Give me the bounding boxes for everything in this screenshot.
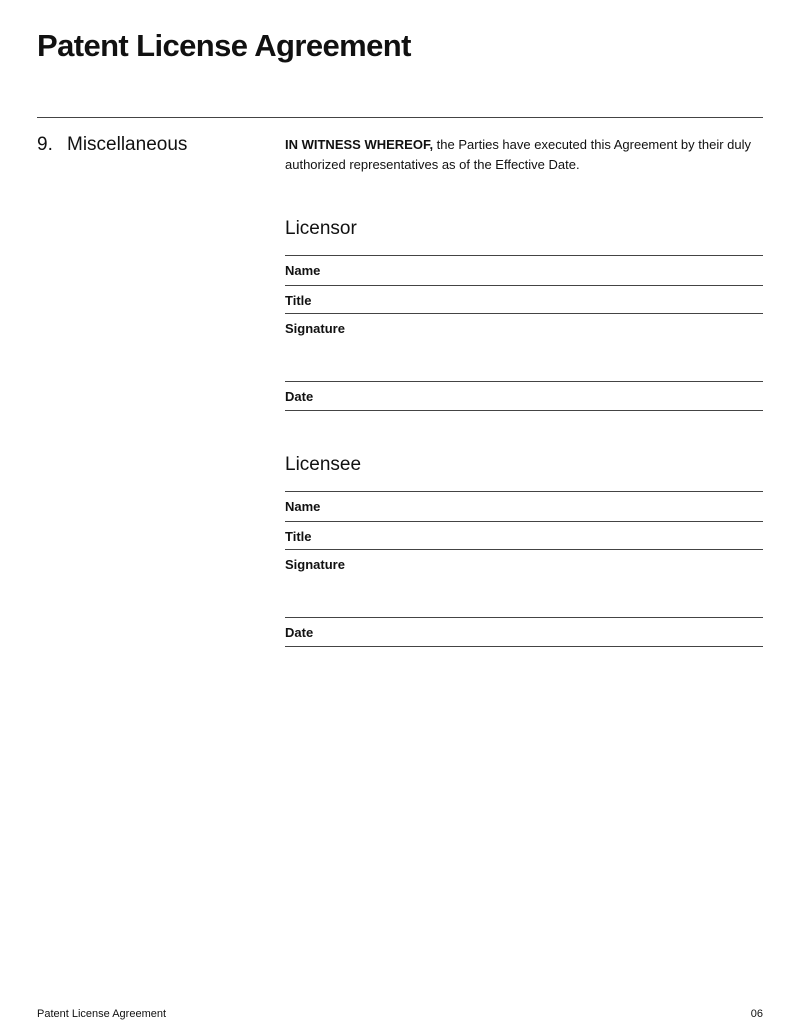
footer-title: Patent License Agreement	[37, 1008, 167, 1020]
witness-text: the Parties have executed this Agreement by their duly authorized representatives as of the Effective Date.	[285, 137, 752, 172]
witness-paragraph	[285, 135, 765, 175]
licensor-heading: Licensor	[285, 218, 357, 239]
licensor-name-field[interactable]: Name	[285, 255, 763, 285]
page-number: 06	[750, 1008, 763, 1020]
section-title: Miscellaneous	[67, 134, 188, 155]
licensee-signature-block	[285, 454, 763, 647]
document-title: Patent License Agreement	[37, 28, 411, 63]
header-divider	[37, 117, 763, 118]
licensor-title-field[interactable]: Title	[285, 285, 763, 313]
licensor-signature-field[interactable]: Signature	[285, 313, 763, 381]
licensee-signature-field[interactable]: Signature	[285, 549, 763, 617]
witness-lead: IN WITNESS WHEREOF,	[285, 137, 434, 152]
licensor-date-field[interactable]: Date	[285, 381, 763, 411]
licensee-name-field[interactable]: Name	[285, 491, 763, 521]
section-number: 9.	[37, 134, 53, 155]
licensee-title-field[interactable]: Title	[285, 521, 763, 549]
licensee-date-field[interactable]: Date	[285, 617, 763, 647]
licensee-heading: Licensee	[285, 454, 362, 475]
section-heading	[37, 134, 187, 156]
licensor-signature-block	[285, 218, 763, 411]
